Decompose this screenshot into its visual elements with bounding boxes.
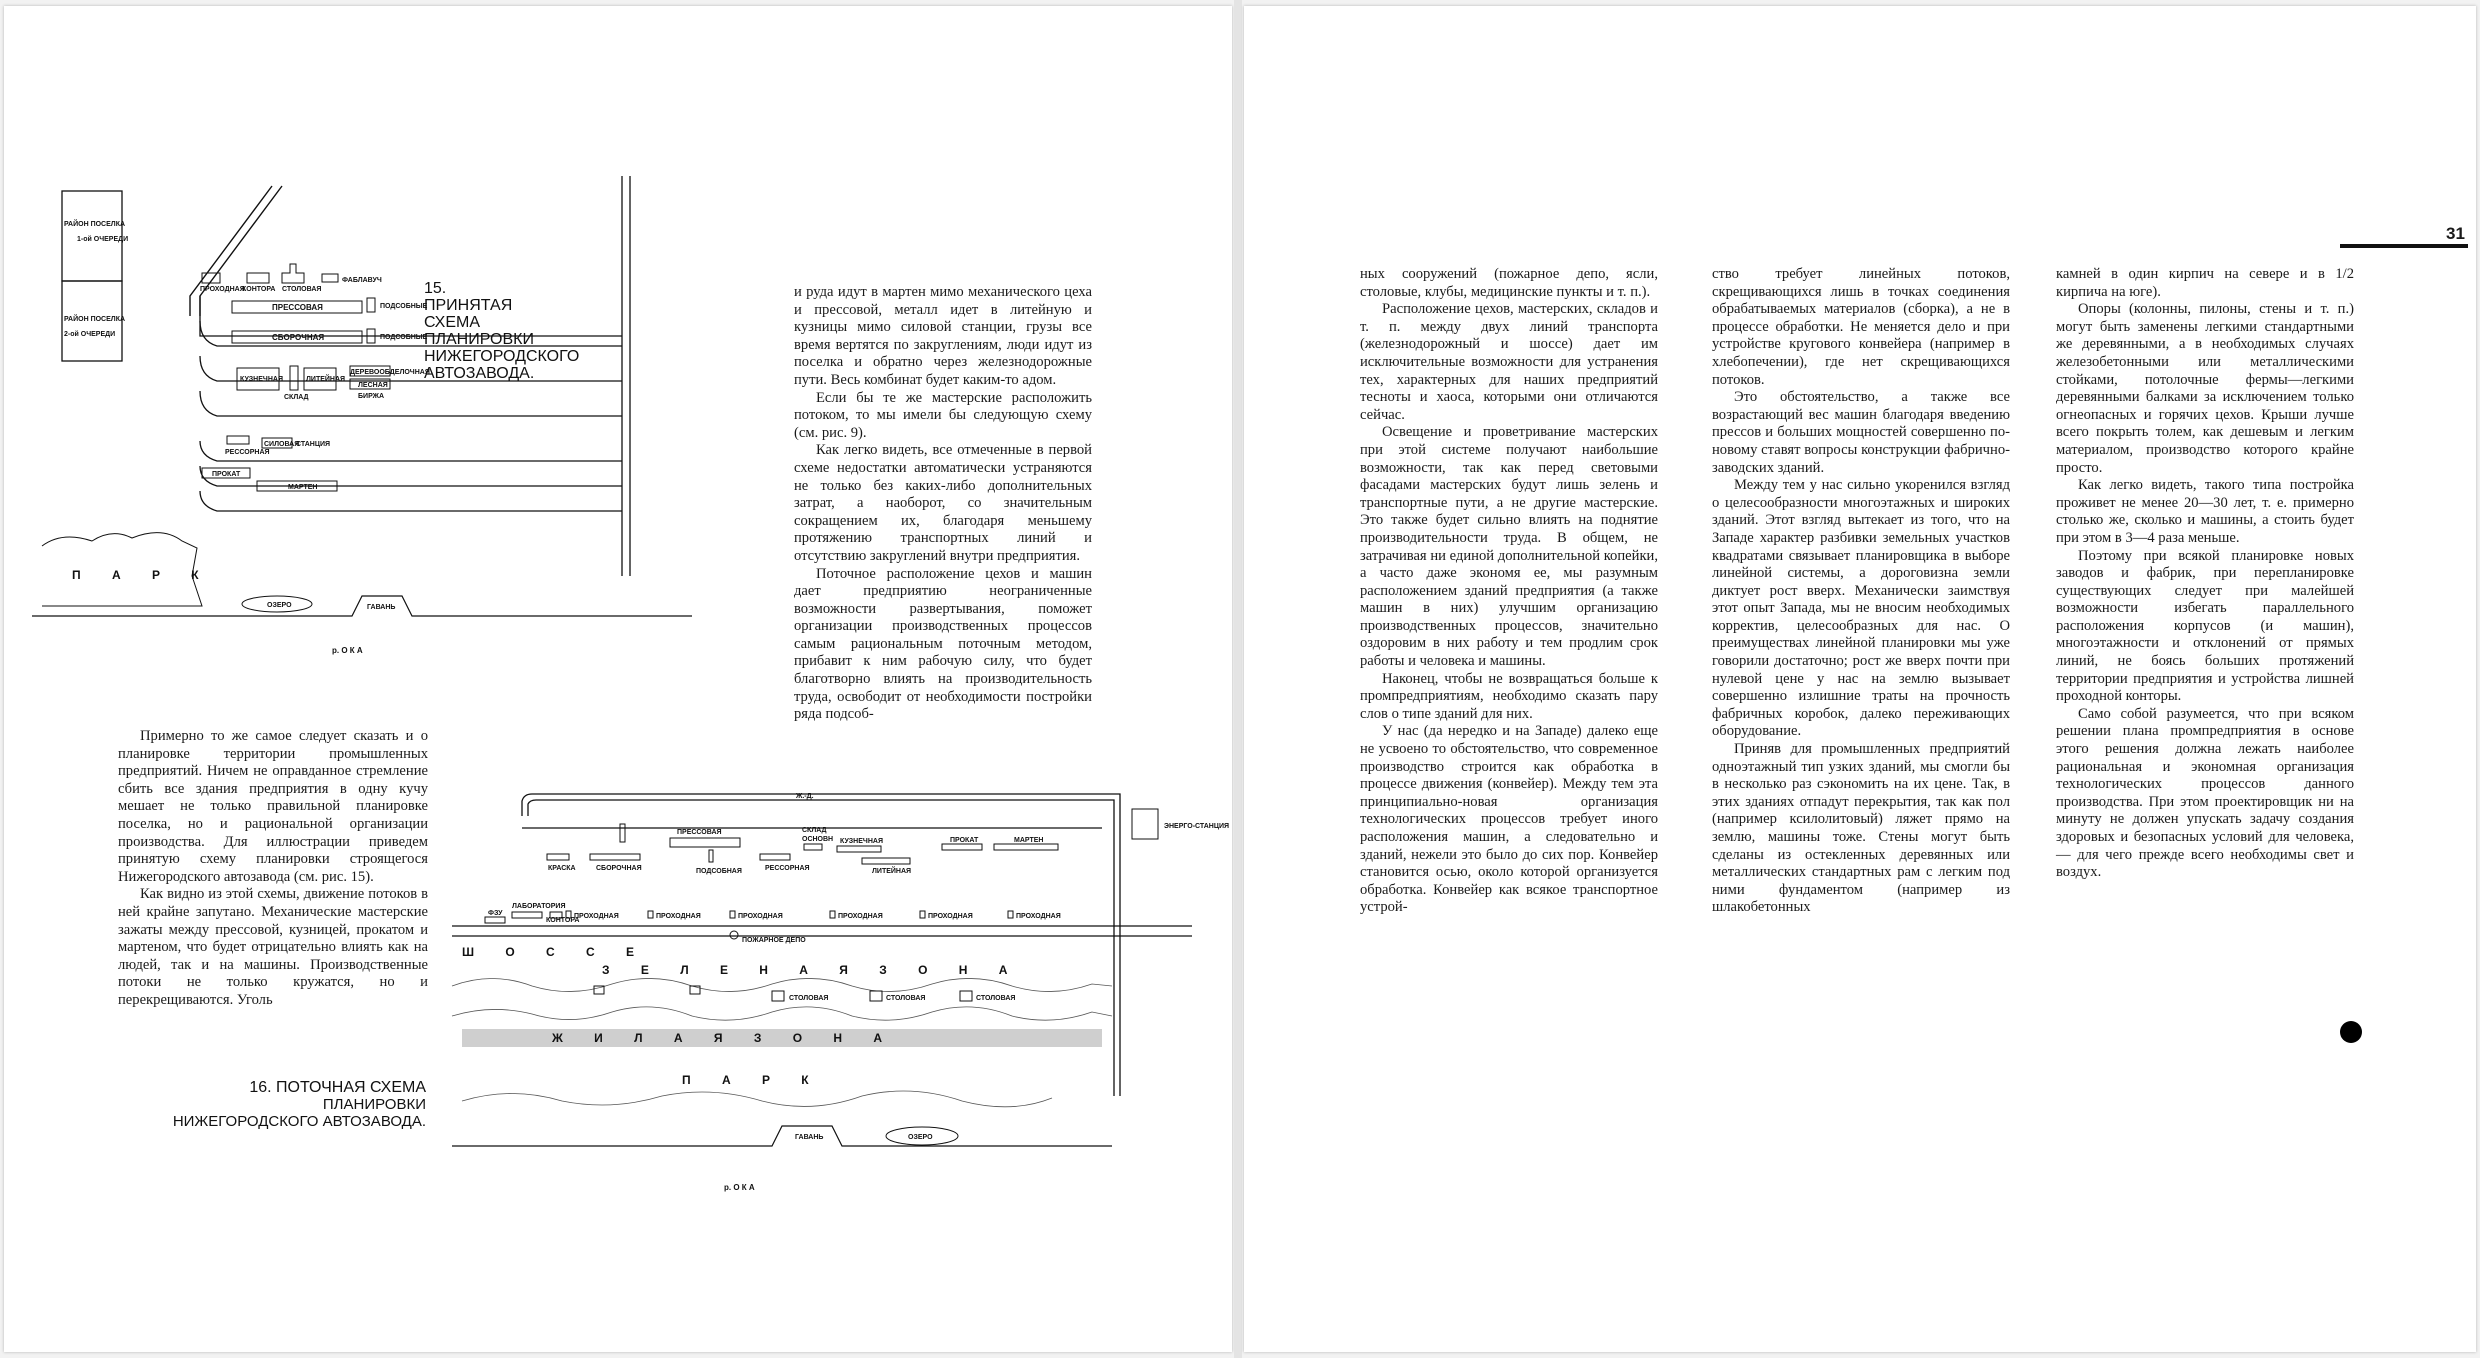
scheme-15-diagram xyxy=(32,176,712,756)
label-fzu: ФЗУ xyxy=(488,910,503,917)
page-number-rule xyxy=(2340,244,2468,248)
label-prokhodnaya-e: ПРОХОДНАЯ xyxy=(928,913,973,920)
label-gavan: ГАВАНЬ xyxy=(367,604,396,611)
paragraph: Между тем у нас сильно укоренился взгляд о целесообразности многоэтажных и широких зданий. Этот взгляд вытекает из того, что на Западе характер разбивки земельных участков квадратами связывает планировщика в выборе линейной системы, а дороговизна земли диктует рост вверх. Механически заимствуя этот опыт Запада, мы не вносим необходимых корректив, целесообразных для нас. О преимуществах линейной планировки мы уже говорили достаточно; рост же вверх почти при нулевой цене у нас на землю вызывает совершенно излишние траты на прочность фабричных коробок, далеко переживающих оборудование. xyxy=(1712,477,2010,740)
caption-15-number: 15. xyxy=(424,280,447,297)
label-stolovaya-b: СТОЛОВАЯ xyxy=(886,995,926,1002)
label-kontora: КОНТОРА xyxy=(242,286,276,293)
label-oka-2: р. О К А xyxy=(724,1183,755,1192)
caption-15-line-3: ПЛАНИРОВКИ xyxy=(424,331,534,348)
caption-15 xyxy=(424,280,579,382)
label-lesnaya: ЛЕСНАЯ xyxy=(358,382,388,389)
paragraph: и руда идут в мартен мимо механического цеха и прессовой, металл идет в литейную и кузницы мимо силовой станции, грузы все время вертятся по закруглениям, люди идут из поселка и обратно через железнодорожные пути. Весь комбинат будет каким-то адом. xyxy=(794,284,1092,388)
right-page xyxy=(1244,6,2476,1352)
label-prokhodnaya: ПРОХОДНАЯ xyxy=(200,286,245,293)
label-podsobnye-2: ПОДСОБНЫЕ xyxy=(380,334,428,341)
right-text-column-2 xyxy=(1712,266,2010,917)
label-stolovaya-a: СТОЛОВАЯ xyxy=(789,995,829,1002)
label-oka: р. О К А xyxy=(332,646,363,655)
label-marten: МАРТЕН xyxy=(288,484,318,491)
scheme-16-diagram xyxy=(452,686,1230,1206)
label-podsobnaya: ПОДСОБНАЯ xyxy=(696,868,742,875)
paragraph: Если бы те же мастерские расположить потоком, то мы имели бы следующую схему (см. рис. 9). xyxy=(794,389,1092,441)
paragraph: Освещение и проветривание мастерских при этой системе получают наибольшие возможности, так как перед световыми фасадами мастерских будут лишь зелень и транспортные пути, а не другие мастерские. Это также будет сильно влиять на поднятие производительности труда. В общем, не затрачивая ни единой дополнительной копейки, а часто даже экономя ее, мы разумным расположением зданий предприятия (а также машин в них) улучшим организацию производственных процессов, значительно оздоровим в них работу и тем продлим срок работы и человека и машины. xyxy=(1360,424,1658,670)
label-stantsiya: СТАНЦИЯ xyxy=(296,441,331,448)
label-prokhodnaya-f: ПРОХОДНАЯ xyxy=(1016,913,1061,920)
paragraph: Примерно то же самое следует сказать и о планировке территории промышленных предприятий. Ничем не оправданное стремление сбить все здания предприятия в одну кучу мешает не только правильной планировке поселка, но и рациональной организации производства. Для иллюстрации приведем принятую схему планировки строящегося Нижегородского автозавода (см. рис. 15). xyxy=(118,728,428,885)
label-liteynaya: ЛИТЕЙНАЯ xyxy=(306,376,346,383)
left-text-column-2 xyxy=(118,728,428,1010)
paragraph: ство требует линейных потоков, скрещивающихся лишь в точках соединения обрабатываемых материалов (сборка), а не в процессе обработки. Не меняется дело и при устройстве кругового конвейера (например в хлебопечении), где нет скрещивающихся потоков. xyxy=(1712,266,2010,388)
label-liteynaya-2: ЛИТЕЙНАЯ xyxy=(872,868,912,875)
page-number: 31 xyxy=(2446,224,2465,243)
caption-16 xyxy=(162,1079,426,1130)
label-birzha: БИРЖА xyxy=(358,393,385,400)
label-zhd: Ж.-Д. xyxy=(796,793,814,800)
label-ozero-2: ОЗЕРО xyxy=(908,1134,933,1141)
label-rayon2-b: 2-ой ОЧЕРЕДИ xyxy=(64,331,116,338)
paragraph: Само собой разумеется, что при всяком решении плана промпредприятия в основе этого решения должна лежать наиболее рациональная и экономная организация технологических процессов данного производства. При этом проектировщик ни на минуту не должен упускать задачу создания здоровых и безопасных условий для человека, — для чего прежде всего необходимы свет и воздух. xyxy=(2056,705,2354,881)
paragraph: У нас (да нередко и на Западе) далеко еще не усвоено то обстоятельство, что современное производство строится как обработка в процессе движения (конвейер). Между тем эта принципиально-новая организация технологических процессов требует иного расположения машин, а следовательно и зданий, нежели это было до сих пор. Конвейер становится осью, около которой организуется обработка. Конвейер как всякое транспортное устрой- xyxy=(1360,723,1658,916)
label-ressornaya: РЕССОРНАЯ xyxy=(225,449,270,456)
label-gavan-2: ГАВАНЬ xyxy=(795,1134,824,1141)
prokhodnye-row xyxy=(566,911,1061,920)
label-kuznechnaya: КУЗНЕЧНАЯ xyxy=(240,376,283,383)
paragraph: камней в один кирпич на севере и в 1/2 кирпича на юге). xyxy=(2056,266,2354,300)
paragraph: Поэтому при всякой планировке новых заводов и фабрик, при перепланировке существующих следует при малейшей возможности избегать параллельного расположения корпусов (и машин), многоэтажности и отклонений от прямых линий, не боясь больших протяжений территории предприятия и устройства лишней проходной конторы. xyxy=(2056,547,2354,705)
label-zhilaya: Ж И Л А Я З О Н А xyxy=(552,1031,897,1045)
paragraph: Как легко видеть, все отмеченные в первой схеме недостатки автоматически устраняются не только без каких-либо дополнительных затрат, а наоборот, со значительным сокращением их, благодаря меньшему протяжению транспортных линий и отсутствию закруглений внутри предприятия. xyxy=(794,442,1092,564)
label-kontora-2: КОНТОРА xyxy=(546,917,580,924)
paragraph: Как легко видеть, такого типа постройка проживет не менее 20—30 лет, т. е. примерно столько же, сколько и машины, а стоить будет при этом в 3—4 раза меньше. xyxy=(2056,477,2354,546)
label-sborochnaya: СБОРОЧНАЯ xyxy=(272,333,325,342)
label-park-2: П А Р К xyxy=(682,1073,823,1087)
label-faclavuch: ФАБЛАВУЧ xyxy=(342,277,382,284)
label-laboratoriya: ЛАБОРАТОРИЯ xyxy=(512,903,566,910)
label-pressovaya-2: ПРЕССОВАЯ xyxy=(677,829,722,836)
label-prokhodnaya-c: ПРОХОДНАЯ xyxy=(738,913,783,920)
label-park: П А Р К xyxy=(72,568,213,582)
label-kraska: КРАСКА xyxy=(548,865,576,872)
left-page xyxy=(4,6,1232,1352)
label-sklad-osnovn-b: ОСНОВН xyxy=(802,836,834,843)
caption-15-line-5: АВТОЗАВОДА. xyxy=(424,365,535,382)
label-pressovaya: ПРЕССОВАЯ xyxy=(272,303,323,312)
caption-16-line-3: НИЖЕГОРОДСКОГО АВТОЗАВОДА. xyxy=(172,1113,426,1130)
label-stolovaya-c: СТОЛОВАЯ xyxy=(976,995,1016,1002)
paragraph: Поточное расположение цехов и машин дает предприятию неограниченные возможности развертывания, поможет организации производственных процессов самым рациональным поточным методом, прибавит к ним рабочую силу, что будет благотворно влиять на производительность труда, освободит от необходимости постройки ряда подсоб- xyxy=(794,565,1092,723)
caption-16-line-2: ПЛАНИРОВКИ xyxy=(322,1096,426,1113)
label-marten-2: МАРТЕН xyxy=(1014,837,1044,844)
label-silovaya: СИЛОВАЯ xyxy=(264,441,300,448)
label-ressornaya-2: РЕССОРНАЯ xyxy=(765,865,810,872)
paragraph: Приняв для промышленных предприятий одноэтажный тип узких зданий, мы смогли бы в несколько раз сэкономить на их цене. Так, в этих зданиях отпадут перекрытия, так как пол (например ксилолитовый) ляжет прямо на землю, машины тоже. Стены могут быть сделаны из остекленных деревянных или металлических стандартных рам с легким под ними фундаментом (например из шлакобетонных xyxy=(1712,741,2010,916)
paragraph: Наконец, чтобы не возвращаться больше к промпредприятиям, необходимо сказать пару слов о типе зданий для них. xyxy=(1360,670,1658,722)
label-podsobnye-1: ПОДСОБНЫЕ xyxy=(380,303,428,310)
caption-15-line-2: СХЕМА xyxy=(424,314,480,331)
caption-15-line-1: ПРИНЯТАЯ xyxy=(424,297,513,314)
label-zelenaya: З Е Л Е Н А Я З О Н А xyxy=(602,963,1022,977)
label-stolovaya: СТОЛОВАЯ xyxy=(282,286,322,293)
label-prokhodnaya-b: ПРОХОДНАЯ xyxy=(656,913,701,920)
label-pozharnoe: ПОЖАРНОЕ ДЕПО xyxy=(742,937,806,944)
label-shosse: Ш О С С Е xyxy=(462,945,649,959)
paragraph: ных сооружений (пожарное депо, ясли, столовые, клубы, медицинские пункты и т. п.). xyxy=(1360,266,1658,300)
label-derevoobdel: ДЕРЕВООБДЕЛОЧНАЯ xyxy=(350,369,430,376)
label-energo: ЭНЕРГО-СТАНЦИЯ xyxy=(1164,823,1230,830)
label-prokhodnaya-a: ПРОХОДНАЯ xyxy=(574,913,619,920)
label-rayon1-a: РАЙОН ПОСЕЛКА xyxy=(64,221,126,228)
caption-16-line-1: 16. ПОТОЧНАЯ СХЕМА xyxy=(249,1079,426,1096)
label-sklad: СКЛАД xyxy=(284,394,309,401)
paragraph: Как видно из этой схемы, движение потоков в ней крайне запутано. Механические мастерские зажаты между прессовой, кузницей, прокатом и мартеном, что будет отрицательно влиять как на людей, так и на машины. Производственные потоки не только кружатся, но и перекрещиваются. Уголь xyxy=(118,886,428,1008)
label-sborochnaya-2: СБОРОЧНАЯ xyxy=(596,865,642,872)
right-text-column-3 xyxy=(2056,266,2354,882)
label-ozero: ОЗЕРО xyxy=(267,602,292,609)
label-prokat: ПРОКАТ xyxy=(212,471,241,478)
paragraph: Это обстоятельство, а также все возрастающий вес машин благодаря введению прессов и больших мощностей совершенно по-новому ставят вопросы конструкции фабрично-заводских зданий. xyxy=(1712,389,2010,476)
label-prokhodnaya-d: ПРОХОДНАЯ xyxy=(838,913,883,920)
end-mark-dot xyxy=(2340,1021,2362,1043)
label-prokat-2: ПРОКАТ xyxy=(950,837,979,844)
label-sklad-osnovn-a: СКЛАД xyxy=(802,827,827,834)
label-rayon2-a: РАЙОН ПОСЕЛКА xyxy=(64,316,126,323)
label-kuznechnaya-2: КУЗНЕЧНАЯ xyxy=(840,838,883,845)
gutter xyxy=(1234,0,1242,1358)
caption-15-line-4: НИЖЕГОРОДСКОГО xyxy=(424,348,580,365)
right-text-column-1 xyxy=(1360,266,1658,917)
paragraph: Опоры (колонны, пилоны, стены и т. п.) могут быть заменены легкими стандартными же деревянными, а в необходимых случаях железобетонными или металлическими стойками, потолочные фермы—легкими деревянными балками за исключением только огнеопасных и горячих цехов. Крыши лучше всего покрыть толем, как дешевым и легким материалом, производство которого крайне просто. xyxy=(2056,301,2354,476)
paragraph: Расположение цехов, мастерских, складов и т. п. между двух линий транспорта (железнодорожный и шоссе) дает им исключительные возможности для устранения тех, характерных для наших предприятий тесноты и хаоса, которыми они отличаются сейчас. xyxy=(1360,301,1658,423)
left-text-column-1 xyxy=(794,284,1092,724)
label-rayon1-b: 1-ой ОЧЕРЕДИ xyxy=(77,236,129,243)
